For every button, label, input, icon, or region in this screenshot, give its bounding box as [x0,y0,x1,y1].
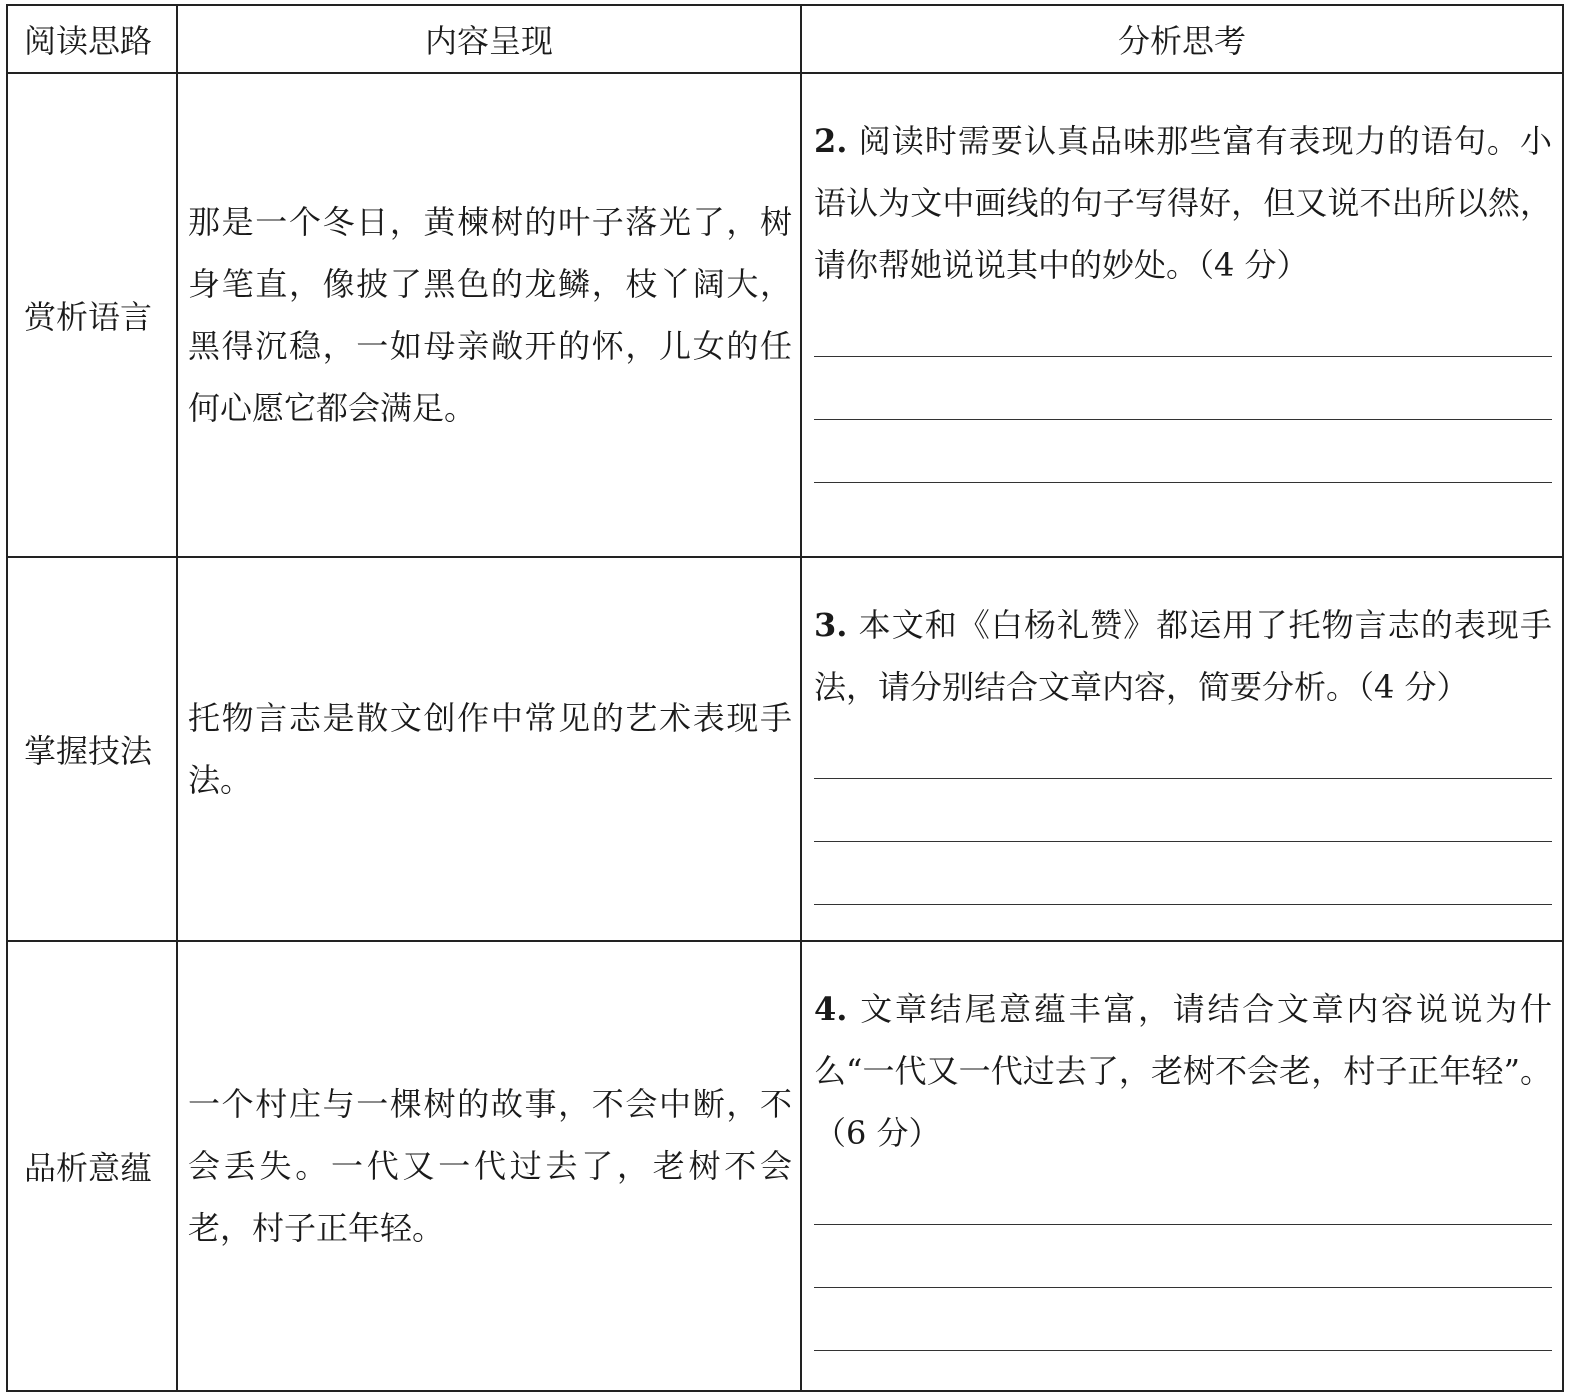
answer-line[interactable] [814,1225,1552,1288]
header-reading-approach: 阅读思路 [7,5,177,73]
step-label: 品析意蕴 [7,941,177,1391]
content-excerpt: 托物言志是散文创作中常见的艺术表现手法。 [177,557,801,941]
answer-area[interactable] [814,306,1552,483]
question-prompt [814,110,1552,296]
content-excerpt: 一个村庄与一棵树的故事，不会中断，不会丢失。一代又一代过去了，老树不会老，村子正年轻。 [177,941,801,1391]
analysis-cell [801,73,1563,557]
answer-line[interactable] [814,779,1552,842]
header-analysis-thinking: 分析思考 [801,5,1563,73]
step-label: 赏析语言 [7,73,177,557]
question-prompt [814,978,1552,1164]
analysis-cell [801,941,1563,1391]
answer-area[interactable] [814,728,1552,905]
question-text: 文章结尾意蕴丰富，请结合文章内容说说为什么“一代又一代过去了，老树不会老，村子正年轻”。（6 分） [814,990,1552,1152]
answer-line[interactable] [814,842,1552,905]
question-number: 4. [814,990,848,1028]
answer-line[interactable] [814,728,1552,779]
reading-worksheet-table [6,4,1564,1392]
question-number: 2. [814,122,848,160]
question-prompt [814,594,1552,718]
question-text: 阅读时需要认真品味那些富有表现力的语句。小语认为文中画线的句子写得好，但又说不出所以然，请你帮她说说其中的妙处。（4 分） [814,122,1552,284]
answer-line[interactable] [814,306,1552,357]
header-row [7,5,1563,73]
question-number: 3. [814,606,848,644]
content-excerpt: 那是一个冬日，黄楝树的叶子落光了，树身笔直，像披了黑色的龙鳞，枝丫阔大，黑得沉稳，一如母亲敞开的怀，儿女的任何心愿它都会满足。 [177,73,801,557]
answer-line[interactable] [814,1288,1552,1351]
analysis-cell [801,557,1563,941]
table-row [7,73,1563,557]
table-row [7,557,1563,941]
answer-line[interactable] [814,1174,1552,1225]
header-content-presentation: 内容呈现 [177,5,801,73]
question-text: 本文和《白杨礼赞》都运用了托物言志的表现手法，请分别结合文章内容，简要分析。（4 分） [814,606,1552,706]
step-label: 掌握技法 [7,557,177,941]
answer-line[interactable] [814,420,1552,483]
answer-area[interactable] [814,1174,1552,1351]
answer-line[interactable] [814,357,1552,420]
table-row [7,941,1563,1391]
